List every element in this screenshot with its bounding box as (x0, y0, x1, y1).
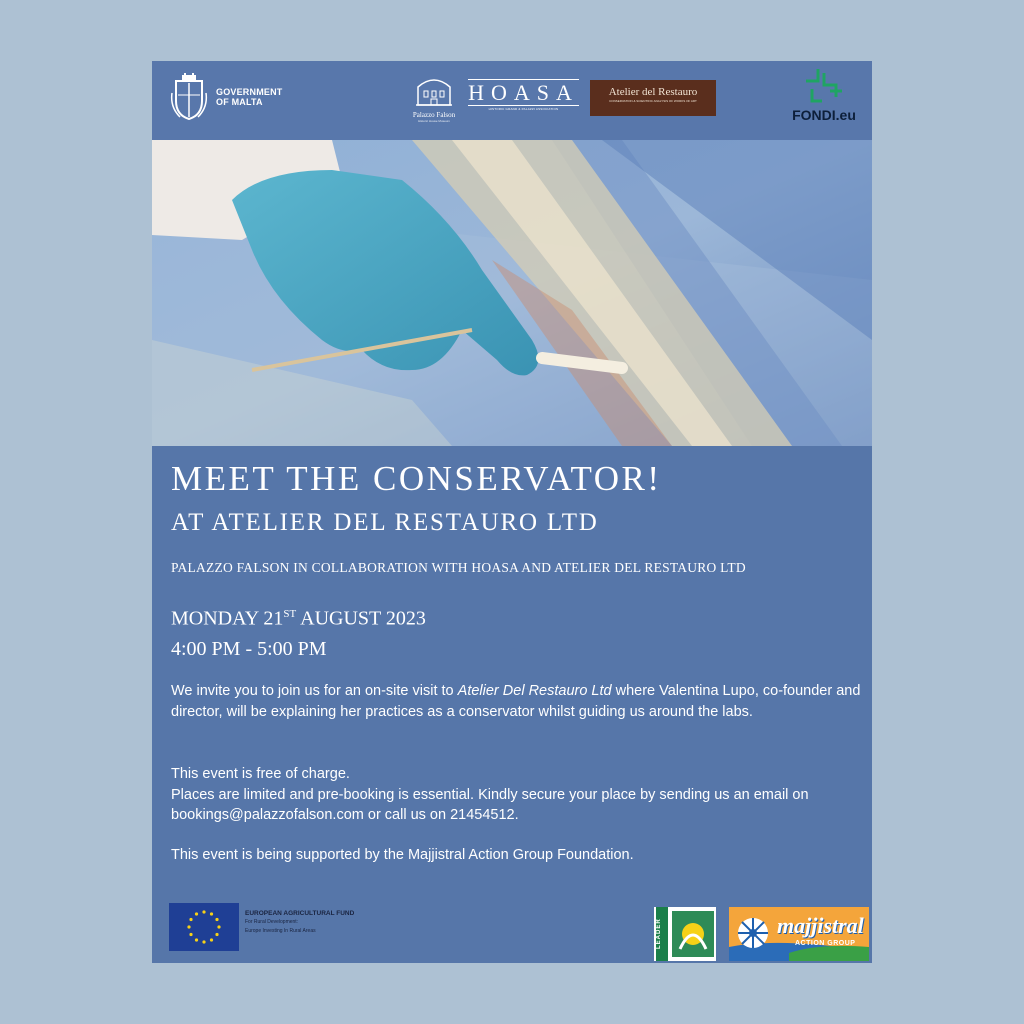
event-subtitle: AT ATELIER DEL RESTAURO LTD (171, 509, 599, 536)
event-time: 4:00 PM - 5:00 PM (171, 638, 327, 660)
date-prefix: MONDAY 21 (171, 607, 284, 630)
eu-flag-icon (169, 903, 239, 951)
booking-text: Places are limited and pre-booking is essential. Kindly secure your place by sending us an email on bookings@palazzofalson.com or call us on 21454512. (171, 786, 809, 823)
invite-text-end: where Valentina Lupo, co-founder and director, will be explaining her practices as a conservator whilst guiding us around the labs. (171, 683, 861, 720)
atelier-tagline: CONSERVATION & SCIENTIFIC ANALYSIS OF WORKS OF ART (609, 99, 697, 103)
government-of-malta-logo (170, 73, 283, 121)
event-title: MEET THE CONSERVATOR! (171, 459, 662, 498)
palazzo-subcaption: Historic House Museum (418, 119, 450, 123)
invite-text-start: We invite you to join us for an on-site visit to (171, 683, 458, 699)
date-suffix: AUGUST 2023 (296, 607, 426, 630)
support-paragraph: This event is being supported by the Majjistral Action Group Foundation. (171, 847, 634, 863)
leader-logo (654, 907, 716, 961)
malta-emblem-icon (170, 73, 208, 121)
leader-text: LEADER (656, 907, 668, 961)
fondi-text: FONDI.eu (792, 107, 856, 123)
invitation-paragraph (171, 681, 861, 722)
event-date (171, 601, 426, 632)
atelier-name: Atelier del Restauro (608, 86, 698, 98)
majjistral-subtitle: ACTION GROUP (795, 940, 856, 947)
booking-paragraph (171, 764, 861, 826)
eu-fund-rural: For Rural Development: (245, 919, 299, 925)
leader-emblem-icon (672, 911, 714, 957)
atelier-del-restauro-logo (590, 80, 716, 116)
eu-fund-tagline: Europe Investing In Rural Areas (245, 928, 316, 934)
hoasa-name: HOASA (468, 80, 579, 105)
date-ordinal: ST (283, 608, 297, 620)
eu-agricultural-fund-logo (169, 903, 354, 951)
conservator-at-work-photo (152, 140, 872, 446)
fondi-mark-icon (802, 67, 846, 107)
government-label (216, 87, 283, 107)
government-text: GOVERNMENT OF MALTA (216, 87, 283, 107)
fondi-eu-logo (782, 67, 866, 123)
hoasa-logo (468, 79, 579, 112)
free-of-charge-text: This event is free of charge. (171, 766, 350, 782)
eu-fund-text (245, 909, 354, 935)
hoasa-tagline: HISTORIC GRAND & PALAZZI ASSOCIATION (488, 107, 559, 111)
eu-fund-title: EUROPEAN AGRICULTURAL FUND (245, 910, 355, 917)
event-poster (152, 61, 872, 963)
sponsor-logo-bar (152, 61, 872, 140)
atelier-italic-name: Atelier Del Restauro Ltd (457, 683, 612, 699)
collaboration-line: PALAZZO FALSON IN COLLABORATION WITH HOASA AND ATELIER DEL RESTAURO LTD (171, 560, 746, 575)
majjistral-name: majjistral (777, 913, 864, 938)
majjistral-action-group-logo (729, 907, 869, 961)
palazzo-caption: Palazzo Falson (412, 111, 456, 119)
palazzo-building-icon (414, 73, 454, 107)
palazzo-falson-logo (412, 73, 456, 123)
